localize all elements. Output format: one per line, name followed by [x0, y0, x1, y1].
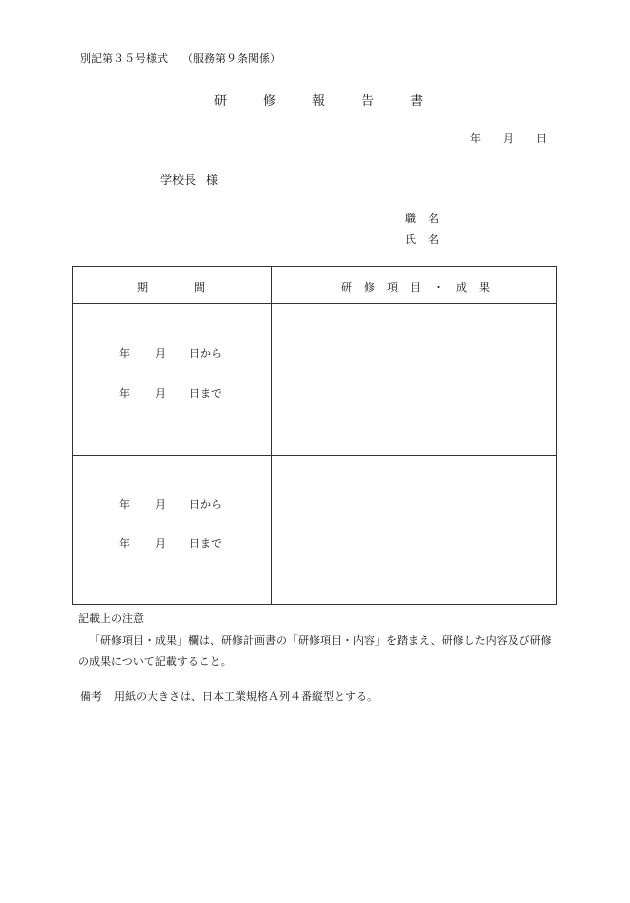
- date-month: 月: [503, 132, 514, 145]
- row-divider: [73, 455, 556, 456]
- position-label: [405, 210, 439, 226]
- training-table: [72, 266, 557, 605]
- notes-heading: 記載上の注意: [78, 612, 144, 625]
- period-month: 月: [155, 347, 166, 360]
- form-sub-text: （服務第９条関係）: [182, 52, 281, 65]
- period-day: 日まで: [189, 387, 222, 400]
- period-year: 年: [119, 387, 130, 400]
- column-divider: [271, 267, 272, 604]
- period-day: 日まで: [189, 537, 222, 550]
- addressee-name: 学校長: [160, 173, 197, 187]
- position-char: 職: [405, 212, 416, 225]
- position-char: 名: [428, 212, 439, 225]
- remark-text: 用紙の大きさは、日本工業規格Ａ列４番縦型とする。: [114, 690, 378, 703]
- header-char: 修: [364, 281, 375, 294]
- period-day: 日から: [189, 498, 222, 511]
- header-divider: [73, 303, 556, 304]
- remark-label: 備考: [80, 690, 102, 703]
- period-from: [119, 345, 222, 361]
- name-label: [405, 231, 439, 247]
- report-date: [470, 130, 547, 146]
- header-char: 期: [137, 281, 148, 294]
- period-to: [119, 535, 222, 551]
- title-char: 修: [263, 94, 277, 109]
- header-char: 果: [479, 281, 490, 294]
- period-month: 月: [155, 387, 166, 400]
- name-char: 氏: [405, 233, 416, 246]
- header-char: 成: [456, 281, 467, 294]
- period-year: 年: [119, 537, 130, 550]
- addressee-honorific: 様: [206, 173, 219, 187]
- addressee: [160, 171, 218, 188]
- period-month: 月: [155, 498, 166, 511]
- period-year: 年: [119, 498, 130, 511]
- date-year: 年: [470, 132, 481, 145]
- period-day: 日から: [189, 347, 222, 360]
- form-id-text: 別記第３５号様式: [80, 52, 168, 65]
- period-header: [137, 279, 205, 295]
- remark: [80, 688, 378, 704]
- period-month: 月: [155, 537, 166, 550]
- header-char: 目: [410, 281, 421, 294]
- period-to: [119, 385, 222, 401]
- period-from: [119, 496, 222, 512]
- title-char: 報: [312, 94, 326, 109]
- form-number: [80, 50, 281, 66]
- period-year: 年: [119, 347, 130, 360]
- title-char: 告: [361, 94, 375, 109]
- header-char: ・: [433, 281, 444, 294]
- content-header: [341, 279, 490, 295]
- date-day: 日: [536, 132, 547, 145]
- name-char: 名: [428, 233, 439, 246]
- notes-body: 「研修項目・成果」欄は、研修計画書の「研修項目・内容」を踏まえ、研修した内容及び研修の成果について記載すること。: [78, 634, 552, 668]
- header-char: 項: [387, 281, 398, 294]
- document-title: [214, 90, 423, 109]
- header-char: 間: [194, 281, 205, 294]
- title-char: 書: [410, 94, 424, 109]
- title-char: 研: [214, 94, 228, 109]
- header-char: 研: [341, 281, 352, 294]
